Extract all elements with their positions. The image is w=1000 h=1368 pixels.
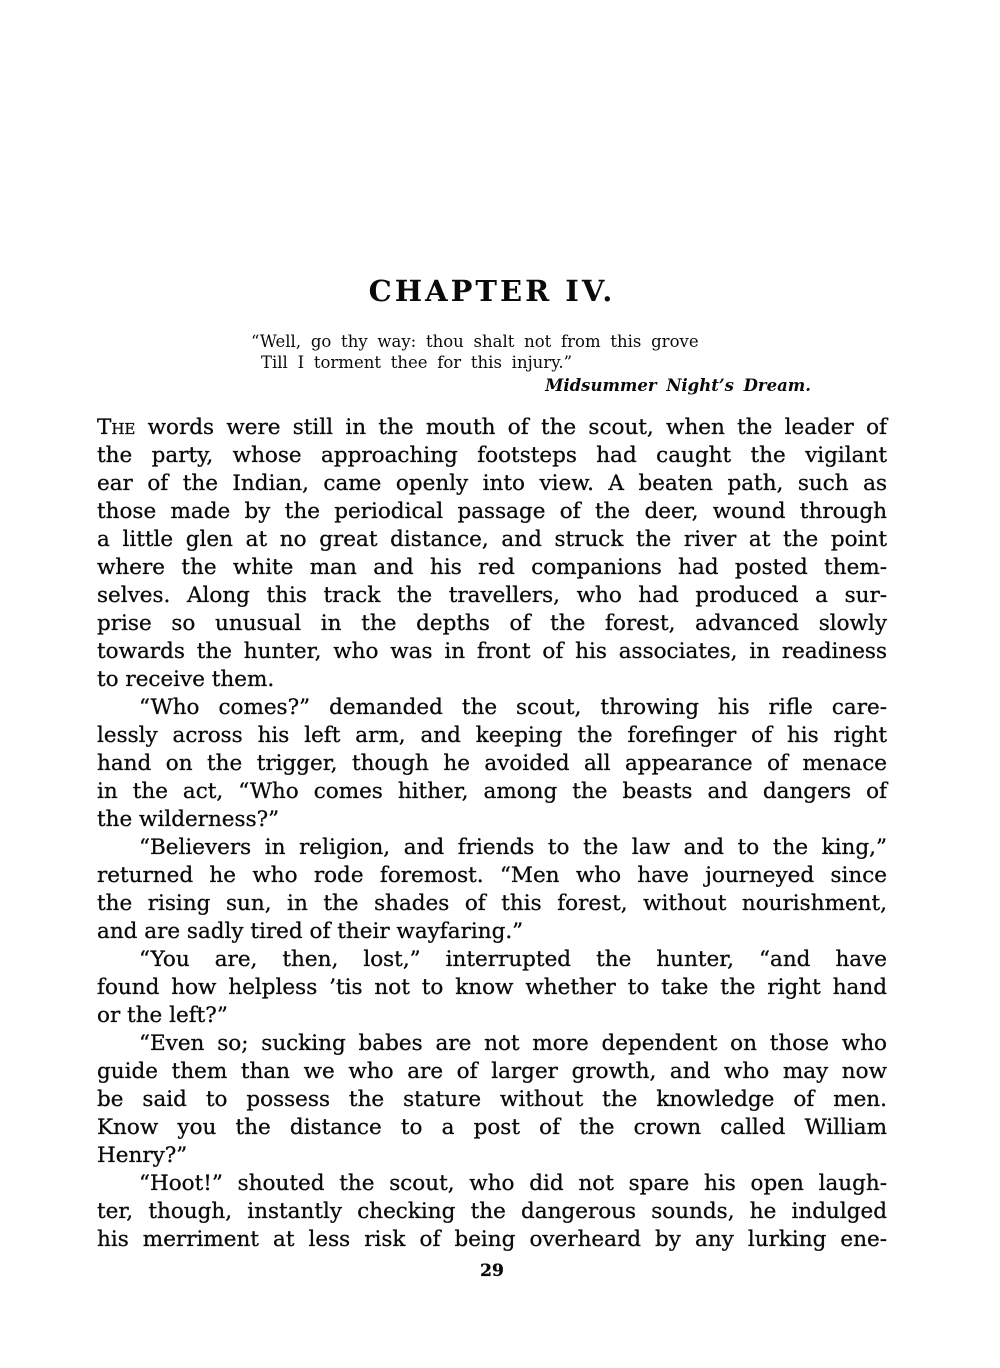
text-line: towards the hunter, who was in front of his associates, in readiness — [97, 639, 887, 664]
body-text — [97, 414, 887, 1254]
text-line: “You are, then, lost,” interrupted the hunter, “and have — [139, 947, 887, 972]
text-line: a little glen at no great distance, and struck the river at the point — [97, 527, 887, 552]
epigraph-line-1: “Well, go thy way: thou shalt not from this grove — [251, 332, 699, 351]
text-line: The words were still in the mouth of the scout, when the leader of — [97, 415, 887, 440]
small-caps-lead: The — [97, 415, 136, 440]
page-number: 29 — [480, 1261, 504, 1281]
text-line: Henry?” — [97, 1143, 188, 1168]
text-line: “Even so; sucking babes are not more dependent on those who — [139, 1031, 887, 1056]
text-line: to receive them. — [97, 667, 275, 692]
text-line: be said to possess the stature without the knowledge of men. — [97, 1087, 887, 1112]
chapter-heading: CHAPTER IV. — [368, 274, 616, 308]
text-line: found how helpless ’tis not to know whether to take the right hand — [97, 975, 887, 1000]
text-line: “Who comes?” demanded the scout, throwing his rifle care- — [139, 695, 887, 720]
text-line: ter, though, instantly checking the dangerous sounds, he indulged — [97, 1199, 887, 1224]
text-line: prise so unusual in the depths of the forest, advanced slowly — [97, 611, 887, 636]
text-line: where the white man and his red companions had posted them- — [97, 555, 887, 580]
epigraph-attribution: Midsummer Night’s Dream. — [545, 376, 811, 395]
text-line: guide them than we who are of larger growth, and who may now — [97, 1059, 887, 1084]
epigraph — [251, 331, 811, 396]
text-line: the rising sun, in the shades of this forest, without nourishment, — [97, 891, 887, 916]
text-line: hand on the trigger, though he avoided all appearance of menace — [97, 751, 887, 776]
text-line: or the left?” — [97, 1003, 228, 1028]
text-line: in the act, “Who comes hither, among the beasts and dangers of — [97, 779, 887, 804]
text-line: those made by the periodical passage of the deer, wound through — [97, 499, 887, 524]
text-line: the party, whose approaching footsteps had caught the vigilant — [97, 443, 887, 468]
text-line: returned he who rode foremost. “Men who have journeyed since — [97, 863, 887, 888]
text-line: “Believers in religion, and friends to the law and to the king,” — [139, 835, 887, 860]
text-line: lessly across his left arm, and keeping the forefinger of his right — [97, 723, 887, 748]
epigraph-line-2: Till I torment thee for this injury.” — [261, 353, 573, 372]
text-line: and are sadly tired of their wayfaring.” — [97, 919, 524, 944]
text-line: the wilderness?” — [97, 807, 280, 832]
text-line: Know you the distance to a post of the crown called William — [97, 1115, 887, 1140]
text-line: “Hoot!” shouted the scout, who did not spare his open laugh- — [139, 1171, 887, 1196]
text-line: ear of the Indian, came openly into view. A beaten path, such as — [97, 471, 887, 496]
text-line: selves. Along this track the travellers, who had produced a sur- — [97, 583, 887, 608]
text-line: his merriment at less risk of being overheard by any lurking ene- — [97, 1227, 887, 1252]
